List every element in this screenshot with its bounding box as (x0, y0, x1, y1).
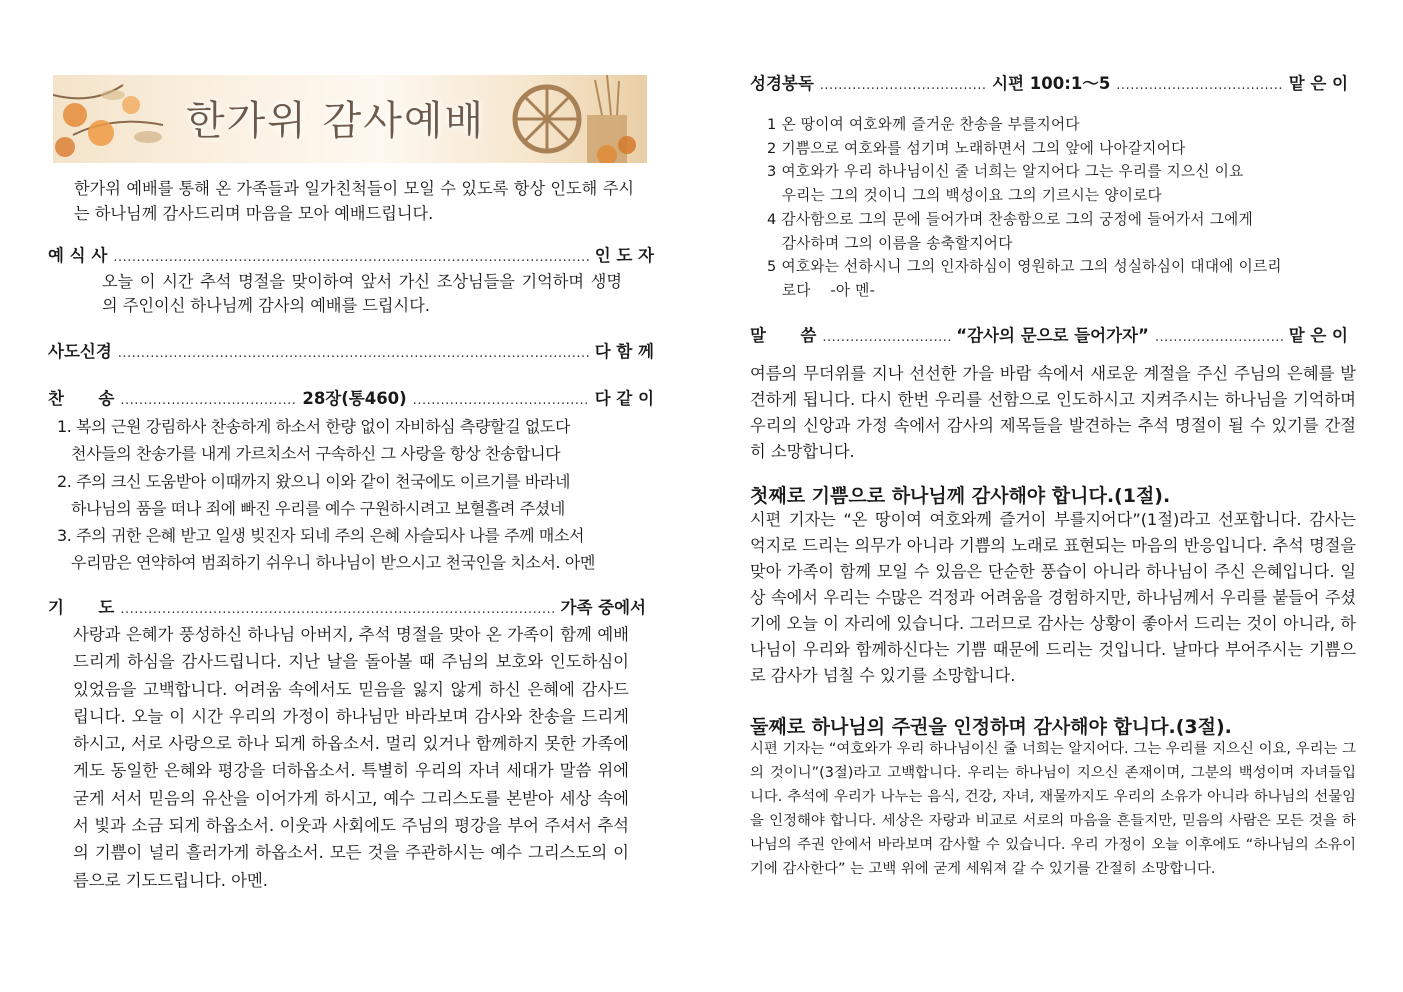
verse-line: 3 여호와가 우리 하나님이신 줄 너희는 알지어다 그는 우리를 지으신 이요 (767, 163, 1244, 181)
title-banner (53, 75, 647, 163)
leader-dots (120, 602, 554, 617)
leader-dots (820, 78, 986, 93)
banner-title: 한가위 감사예배 (186, 98, 486, 144)
scripture-reading-header (750, 70, 1348, 94)
leader-dots (1155, 330, 1283, 345)
point2-heading: 둘째로 하나님의 주권을 인정하며 감사해야 합니다.(3절). (750, 716, 1232, 738)
leader-dots (118, 346, 589, 361)
section-leader: 인 도 자 (594, 246, 654, 265)
harvest-wheel-illustration (507, 75, 647, 163)
intro-text: 한가위 예배를 통해 온 가족들과 일가친척들이 모일 수 있도록 항상 인도해 주시는 하나님께 감사드리며 마음을 모아 예배드립니다. (74, 179, 634, 223)
creed-header (48, 338, 654, 362)
leader-dots (113, 250, 588, 265)
point1-heading: 첫째로 기쁨으로 하나님께 감사해야 합니다.(1절). (750, 485, 1171, 507)
hymn-header (48, 385, 654, 409)
section-label: 기 도 (48, 598, 115, 617)
hymn-line: 천사들의 찬송가를 내게 가르치소서 구속하신 그 사랑을 항상 찬송합니다 (57, 444, 561, 464)
leader-dots (413, 393, 589, 408)
point2-text: 시편 기자는 “여호와가 우리 하나님이신 줄 너희는 알지어다. 그는 우리를 지으신 이요, 우리는 그의 것이니”(3절)라고 고백합니다. 우리는 하나님이 지으신 존재이며, 그분의 백성이며 자녀들입니다. 추석에 우리가 나누는 음식, 건강, 자녀, 재물까지도 우리의 소유가 아니라 하나님의 선물임을 인정해야 합니다. 세상은 자랑과 비교로 서로의 마음을 흔들지만, 믿음의 사람은 모든 것을 하나님의 주권 안에서 바라보며 감사할 수 있습니다. 우리 가정이 오늘 이후에도 “하나님의 소유이기에 감사한다” 는 고백 위에 굳게 세워져 갈 수 있기를 간절히 소망합니다. (750, 741, 1356, 877)
sermon-intro: 여름의 무더위를 지나 선선한 가을 바람 속에서 새로운 계절을 주신 주님의 은혜를 발견하게 됩니다. 다시 한번 우리를 선함으로 인도하시고 지켜주시는 하나님을 기억하며 우리의 신앙과 가정 속에서 감사의 제목들을 발견하는 추석 명절이 될 수 있기를 간절히 소망합니다. (750, 364, 1356, 461)
verse-line: 1 온 땅이여 여호와께 즐거운 찬송을 부를지어다 (767, 116, 1080, 133)
section-label: 말 씀 (750, 326, 817, 345)
leader-dots (120, 393, 296, 408)
verse-line: 로다 -아 멘- (767, 281, 876, 299)
hymn-lyrics (57, 413, 657, 577)
leader-dots (822, 330, 950, 345)
section-leader: 맡 은 이 (1288, 74, 1349, 93)
point1-text: 시편 기자는 “온 땅이여 여호와께 즐거이 부를지어다”(1절)라고 선포합니다. 감사는 억지로 드리는 의무가 아니라 기쁨의 노래로 표현되는 마음의 반응입니다. 추석 명절을 맞아 가족이 함께 모일 수 있음은 단순한 풍습이 아니라 하나님이 주신 은혜입니다. 일상 속에서 우리는 수많은 걱정과 어려움을 경험하지만, 하나님께서 우리를 붙들어 주셨기에 오늘 이 자리에 있습니다. 그러므로 감사는 상황이 좋아서 드리는 것이 아니라, 하나님이 우리와 함께하신다는 기쁨 때문에 드리는 것입니다. 날마다 부어주시는 기쁨으로 감사가 넘칠 수 있기를 소망합니다. (750, 510, 1356, 685)
section-leader: 가족 중에서 (560, 598, 646, 617)
prayer-text: 사랑과 은혜가 풍성하신 하나님 아버지, 추석 명절을 맞아 온 가족이 함께 예배드리게 하심을 감사드립니다. 지난 날을 돌아볼 때 주님의 보호와 인도하심이 있었음을 고백합니다. 어려움 속에서도 믿음을 잃지 않게 하신 은혜에 감사드립니다. 오늘 이 시간 우리의 가정이 하나님만 바라보며 감사와 찬송을 드리게 하시고, 서로 사랑으로 하나 되게 하옵소서. 멀리 있거나 함께하지 못한 가족에게도 동일한 은혜와 평강을 더하옵소서. 특별히 우리의 자녀 세대가 말씀 위에 굳게 서서 믿음의 유산을 이어가게 하시고, 예수 그리스도를 본받아 세상 속에서 빛과 소금 되게 하옵소서. 이웃과 사회에도 주님의 평강을 부어 주셔서 추석의 기쁨이 널리 흘러가게 하옵소서. 모든 것을 주관하시는 예수 그리스도의 이름으로 기도드립니다. 아멘. (73, 625, 629, 890)
section-leader: 맡 은 이 (1288, 326, 1348, 345)
section-leader: 다 함 께 (594, 342, 654, 361)
verse-line: 2 기쁨으로 여호와를 섬기며 노래하면서 그의 앞에 나아갈지어다 (767, 139, 1186, 157)
section-leader: 다 같 이 (594, 389, 655, 408)
section-label: 사도신경 (48, 342, 112, 361)
call-to-worship-text: 오늘 이 시간 추석 명절을 맞이하여 앞서 가신 조상님들을 기억하며 생명의 주인이신 하나님께 감사의 예배를 드립시다. (102, 272, 622, 315)
sermon-title: “감사의 문으로 들어가자” (956, 326, 1149, 345)
hymn-line: 3. 주의 귀한 은혜 받고 일생 빚진자 되네 주의 은혜 사슬되사 나를 주께 매소서 (57, 526, 585, 546)
hymn-number: 28장(통460) (302, 389, 407, 408)
hymn-line: 하나님의 품을 떠나 죄에 빠진 우리를 예수 구원하시려고 보혈흘려 주셨네 (57, 498, 565, 518)
leader-dots (1116, 78, 1282, 93)
prayer-header (48, 594, 646, 618)
verse-line: 4 감사함으로 그의 문에 들어가며 찬송함으로 그의 궁정에 들어가서 그에게 (767, 210, 1253, 228)
call-to-worship-header (48, 242, 654, 266)
hymn-line: 우리맘은 연약하여 범죄하기 쉬우니 하나님이 받으시고 천국인을 치소서. 아멘 (57, 553, 596, 573)
hymn-line: 1. 복의 근원 강림하사 찬송하게 하소서 한량 없이 자비하심 측량할길 없도다 (57, 417, 571, 436)
section-label: 찬 송 (48, 389, 115, 408)
section-label: 성경봉독 (750, 74, 814, 93)
persimmon-branch-illustration (53, 75, 183, 163)
verse-line: 우리는 그의 것이니 그의 백성이요 그의 기르시는 양이로다 (767, 187, 1162, 205)
verse-line: 5 여호와는 선하시니 그의 인자하심이 영원하고 그의 성실하심이 대대에 이르리 (767, 258, 1282, 276)
verse-line: 감사하며 그의 이름을 송축할지어다 (767, 234, 1013, 252)
scripture-reference: 시편 100:1～5 (992, 74, 1111, 93)
sermon-header (750, 322, 1348, 346)
section-label: 예 식 사 (48, 246, 108, 265)
psalm-text (767, 113, 1347, 303)
hymn-line: 2. 주의 크신 도움받아 이때까지 왔으니 이와 같이 천국에도 이르기를 바라네 (57, 471, 571, 491)
